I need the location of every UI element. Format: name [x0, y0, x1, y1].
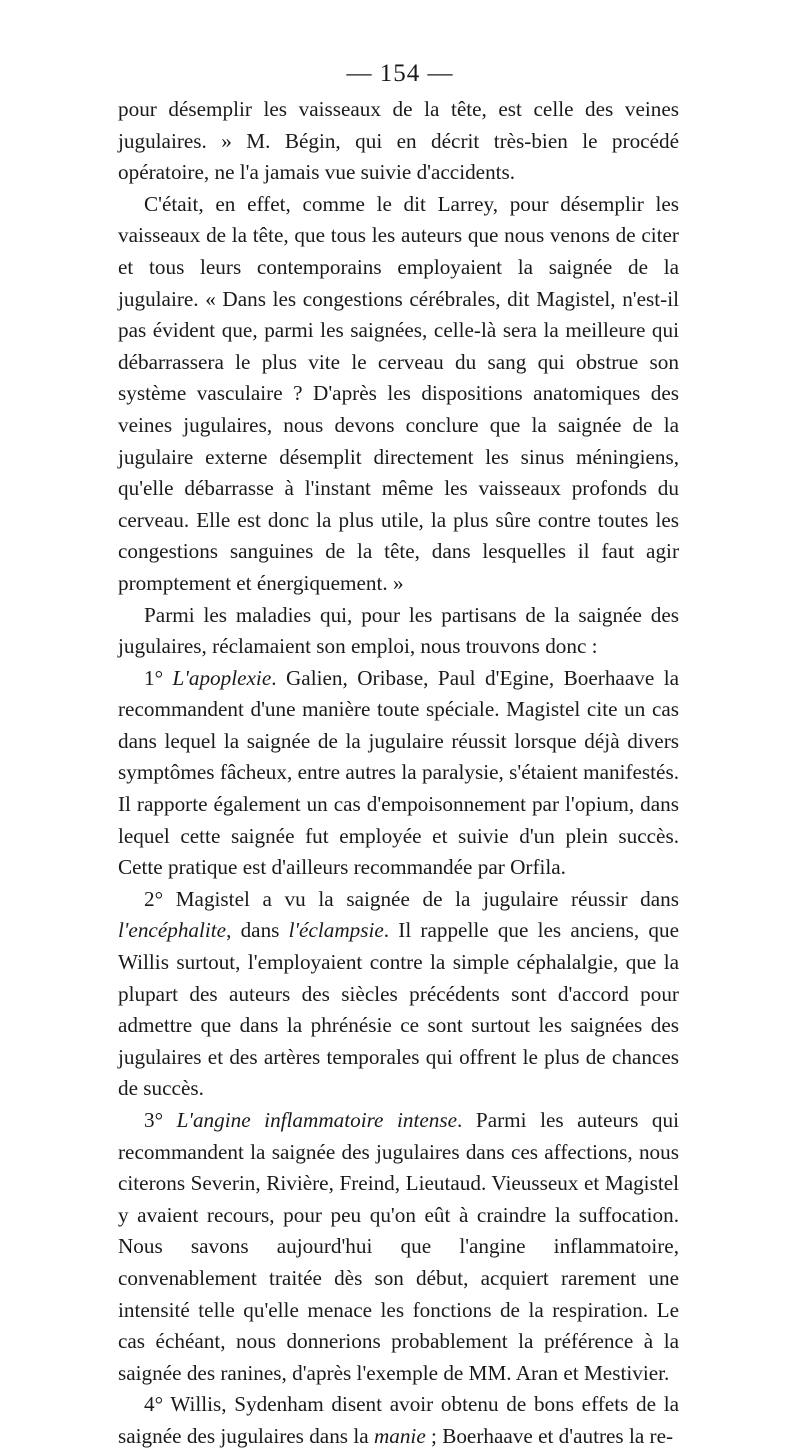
italic-term: l'encéphalite — [118, 918, 227, 943]
italic-term: L'angine inflammatoire intense — [176, 1108, 458, 1132]
paragraph — [118, 600, 679, 663]
paragraph — [118, 94, 679, 189]
italic-term: L'apoplexie — [172, 665, 272, 690]
paragraph — [118, 1389, 679, 1452]
text-run: . Il rappelle que les anciens, que Willis surtout, l'employaient contre la simple céphalalgie, que la plupart des auteurs des siècles précédents sont d'accord pour admettre que dans la phrénésie ce sont surtout les saignées des jugulaires et des artères temporales qui offrent le plus de chances de succès. — [118, 918, 679, 1101]
text-run: pour désemplir les vaisseaux de la tête, est celle des veines jugulaires. » M. Bégin, qui en décrit très-bien le procédé opératoire, ne l'a jamais vue suivie d'accidents. — [118, 97, 679, 185]
text-run: Parmi les maladies qui, pour les partisans de la saignée des jugulaires, réclamaient son emploi, nous trouvons donc : — [118, 602, 679, 659]
text-run: . Parmi les auteurs qui recommandent la saignée des jugulaires dans ces affections, nous citerons Severin, Rivière, Freind, Lieutaud. Vieusseux et Magistel y avaient recours, pour peu qu'on eût à craindre la suffocation. Nous savons aujourd'hui que l'angine inflammatoire, convenablement traitée dès son début, acquiert rarement une intensité telle qu'elle menace les fonctions de la respiration. Le cas échéant, nous donnerions probablement la préférence à la saignée des ranines, d'après l'exemple de MM. Aran et Mestivier. — [118, 1108, 679, 1385]
text-run: C'était, en effet, comme le dit Larrey, pour désemplir les vaisseaux de la tête, que tous les auteurs que nous venons de citer et tous leurs contemporains employaient la saignée de la jugulaire. « Dans les congestions cérébrales, dit Magistel, n'est-il pas évident que, parmi les saignées, celle-là sera la meilleure qui débarrassera le plus vite le cerveau du sang qui obstrue son système vasculaire ? D'après les dispositions anatomiques des veines jugulaires, nous devons conclure que la saignée de la jugulaire externe désemplit directement les sinus méningiens, qu'elle débarrasse à l'instant même les vaisseaux profonds du cerveau. Elle est donc la plus utile, la plus sûre contre toutes les congestions sanguines de la tête, dans lesquelles il faut agir promptement et énergiquement. » — [118, 191, 679, 595]
text-run: . Galien, Oribase, Paul d'Egine, Boerhaave la recommandent d'une manière toute spéciale. Magistel cite un cas dans lequel la saignée de la jugulaire réussit lorsque déjà divers symptômes fâcheux, entre autres la paralysie, s'étaient manifestés. Il rapporte également un cas d'empoisonnement par l'opium, dans lequel cette saignée fut employée et suivie d'un plein succès. Cette pratique est d'ailleurs recommandée par Orfila. — [118, 665, 679, 880]
paragraph — [118, 663, 679, 884]
text-run: 1° — [144, 665, 173, 690]
paragraph — [118, 884, 679, 1105]
text-run: 3° — [144, 1108, 177, 1132]
paragraph — [118, 1105, 679, 1389]
text-run: 2° Magistel a vu la saignée de la jugulaire réussir dans — [144, 886, 679, 911]
italic-term: manie — [373, 1423, 426, 1448]
page-number: — 154 — — [346, 60, 454, 87]
text-run: 4° Willis, Sydenham disent avoir obtenu de bons effets de la saignée des jugulaires dans la — [118, 1392, 679, 1448]
paragraph — [118, 189, 679, 600]
text-run: , dans — [226, 918, 289, 943]
body-text — [118, 94, 679, 1453]
italic-term: l'éclampsie — [288, 918, 384, 943]
text-run: ; Boerhaave et d'autres la re- — [425, 1423, 674, 1448]
